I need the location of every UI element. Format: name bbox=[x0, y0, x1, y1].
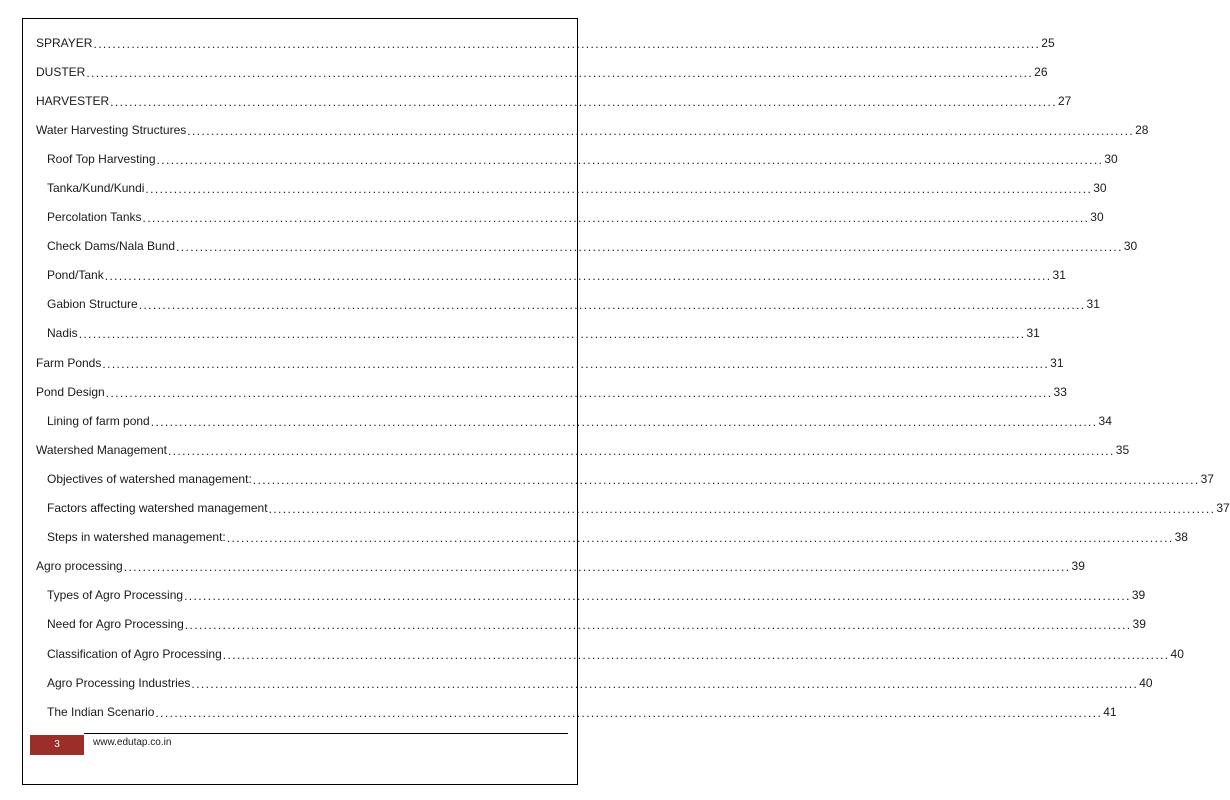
toc-entry[interactable] bbox=[36, 232, 1138, 261]
toc-entry-title: Types of Agro Processing bbox=[47, 588, 184, 603]
toc-entry-page: 31 bbox=[1026, 326, 1040, 341]
toc-entry[interactable] bbox=[36, 203, 1104, 232]
toc-entry-page: 40 bbox=[1139, 675, 1153, 690]
toc-entry-title: Agro processing bbox=[36, 559, 123, 574]
toc-entry-title: Agro Processing Industries bbox=[47, 675, 191, 690]
toc-entry[interactable] bbox=[36, 348, 1064, 377]
toc-entry[interactable] bbox=[36, 494, 1230, 523]
toc-entry-title: Factors affecting watershed management bbox=[47, 501, 268, 516]
toc-entry-title: Gabion Structure bbox=[47, 297, 138, 312]
toc-entry[interactable] bbox=[36, 261, 1066, 290]
toc-dot-leader: ........................................................................................................................................................................................................ bbox=[156, 152, 1104, 167]
footer-page-number: 3 bbox=[54, 739, 60, 750]
toc-dot-leader: ........................................................................................................................................................................................................ bbox=[104, 269, 1052, 284]
toc-entry-page: 30 bbox=[1090, 210, 1104, 225]
toc-dot-leader: ........................................................................................................................................................................................................ bbox=[252, 472, 1200, 487]
toc-entry-page: 41 bbox=[1103, 704, 1117, 719]
toc-entry[interactable] bbox=[36, 28, 1055, 57]
toc-entry-page: 39 bbox=[1071, 559, 1085, 574]
toc-entry-title: Water Harvesting Structures bbox=[36, 122, 187, 137]
toc-entry[interactable] bbox=[36, 57, 1048, 86]
toc-entry[interactable] bbox=[36, 581, 1146, 610]
toc-entry-page: 33 bbox=[1053, 384, 1067, 399]
toc-entry-page: 31 bbox=[1086, 297, 1100, 312]
toc-dot-leader: ........................................................................................................................................................................................................ bbox=[184, 618, 1132, 633]
toc-dot-leader: ........................................................................................................................................................................................................ bbox=[184, 589, 1131, 604]
toc-entry-title: The Indian Scenario bbox=[47, 704, 155, 719]
toc-dot-leader: ........................................................................................................................................................................................................ bbox=[105, 385, 1053, 400]
toc-entry-title: Watershed Management bbox=[36, 442, 167, 457]
toc-entry-page: 27 bbox=[1057, 93, 1072, 108]
toc-entry-page: 40 bbox=[1170, 646, 1184, 661]
footer-website[interactable]: www.edutap.co.in bbox=[93, 737, 172, 748]
toc-dot-leader: ........................................................................................................................................................................................................ bbox=[86, 65, 1034, 80]
toc-entry-title: SPRAYER bbox=[36, 35, 93, 50]
toc-entry[interactable] bbox=[36, 668, 1153, 697]
toc-dot-leader: ........................................................................................................................................................................................................ bbox=[150, 414, 1098, 429]
toc-dot-leader: ........................................................................................................................................................................................................ bbox=[93, 36, 1041, 51]
toc-entry-page: 34 bbox=[1098, 413, 1112, 428]
toc-entry-page: 30 bbox=[1123, 239, 1138, 254]
toc-entry-title: Percolation Tanks bbox=[47, 210, 142, 225]
toc-dot-leader: ........................................................................................................................................................................................................ bbox=[187, 123, 1135, 138]
toc-dot-leader: ........................................................................................................................................................................................................ bbox=[191, 676, 1139, 691]
toc-entry-title: Objectives of watershed management: bbox=[47, 471, 252, 486]
toc-entry[interactable] bbox=[36, 610, 1146, 639]
toc-dot-leader: ........................................................................................................................................................................................................ bbox=[78, 327, 1026, 342]
toc-dot-leader: ........................................................................................................................................................................................................ bbox=[110, 94, 1057, 109]
toc-dot-leader: ........................................................................................................................................................................................................ bbox=[226, 531, 1174, 546]
toc-entry[interactable] bbox=[36, 377, 1067, 406]
toc-entry[interactable] bbox=[36, 86, 1072, 115]
toc-entry-page: 37 bbox=[1216, 501, 1230, 516]
toc-dot-leader: ........................................................................................................................................................................................................ bbox=[155, 705, 1103, 720]
toc-dot-leader: ........................................................................................................................................................................................................ bbox=[176, 240, 1123, 255]
toc-entry-page: 35 bbox=[1115, 442, 1130, 457]
footer-page-badge bbox=[30, 735, 84, 755]
toc-entry-title: Roof Top Harvesting bbox=[47, 151, 156, 166]
toc-entry-page: 25 bbox=[1041, 35, 1055, 50]
toc-entry-page: 30 bbox=[1093, 181, 1107, 196]
toc-entry[interactable] bbox=[36, 523, 1188, 552]
toc-entry-title: Pond Design bbox=[36, 384, 105, 399]
toc-dot-leader: ........................................................................................................................................................................................................ bbox=[167, 443, 1115, 458]
toc-entry[interactable] bbox=[36, 697, 1117, 726]
toc-entry-page: 38 bbox=[1174, 530, 1188, 545]
toc-dot-leader: ........................................................................................................................................................................................................ bbox=[145, 182, 1093, 197]
toc-entry-title: Need for Agro Processing bbox=[47, 617, 184, 632]
toc-entry-page: 30 bbox=[1104, 151, 1118, 166]
toc-dot-leader: ........................................................................................................................................................................................................ bbox=[138, 298, 1086, 313]
toc-entry[interactable] bbox=[36, 115, 1149, 144]
toc-entry-page: 26 bbox=[1034, 64, 1048, 79]
toc-entry-title: Pond/Tank bbox=[47, 268, 104, 283]
toc-entry-title: Check Dams/Nala Bund bbox=[47, 239, 176, 254]
toc-entry-title: Lining of farm pond bbox=[47, 413, 150, 428]
toc-dot-leader: ........................................................................................................................................................................................................ bbox=[222, 647, 1170, 662]
toc-entry[interactable] bbox=[36, 406, 1112, 435]
toc-entry-title: Classification of Agro Processing bbox=[47, 646, 222, 661]
toc-entry-title: Steps in watershed management: bbox=[47, 530, 226, 545]
toc-entry-title: DUSTER bbox=[36, 64, 86, 79]
toc-entry-title: Tanka/Kund/Kundi bbox=[47, 181, 145, 196]
toc-entry-page: 37 bbox=[1200, 471, 1214, 486]
toc-entry[interactable] bbox=[36, 552, 1085, 581]
toc-entry-page: 31 bbox=[1052, 268, 1066, 283]
toc-entry[interactable] bbox=[36, 464, 1214, 493]
toc-entry[interactable] bbox=[36, 290, 1100, 319]
toc-dot-leader: ........................................................................................................................................................................................................ bbox=[123, 560, 1071, 575]
toc-entry-page: 39 bbox=[1131, 588, 1146, 603]
toc-entry[interactable] bbox=[36, 639, 1184, 668]
toc-entry-page: 31 bbox=[1050, 355, 1064, 370]
toc-entry-title: Nadis bbox=[47, 326, 78, 341]
toc-entry-title: Farm Ponds bbox=[36, 355, 102, 370]
toc-entry[interactable] bbox=[36, 319, 1040, 348]
toc-entry-page: 39 bbox=[1132, 617, 1146, 632]
toc-dot-leader: ........................................................................................................................................................................................................ bbox=[102, 356, 1050, 371]
toc-dot-leader: ........................................................................................................................................................................................................ bbox=[142, 211, 1090, 226]
table-of-contents bbox=[36, 28, 1230, 726]
toc-entry-page: 28 bbox=[1135, 122, 1149, 137]
footer-rule bbox=[84, 733, 568, 734]
toc-entry-title: HARVESTER bbox=[36, 93, 110, 108]
toc-entry[interactable] bbox=[36, 144, 1118, 173]
toc-entry[interactable] bbox=[36, 173, 1107, 202]
toc-entry[interactable] bbox=[36, 435, 1130, 464]
toc-dot-leader: ........................................................................................................................................................................................................ bbox=[268, 502, 1216, 517]
